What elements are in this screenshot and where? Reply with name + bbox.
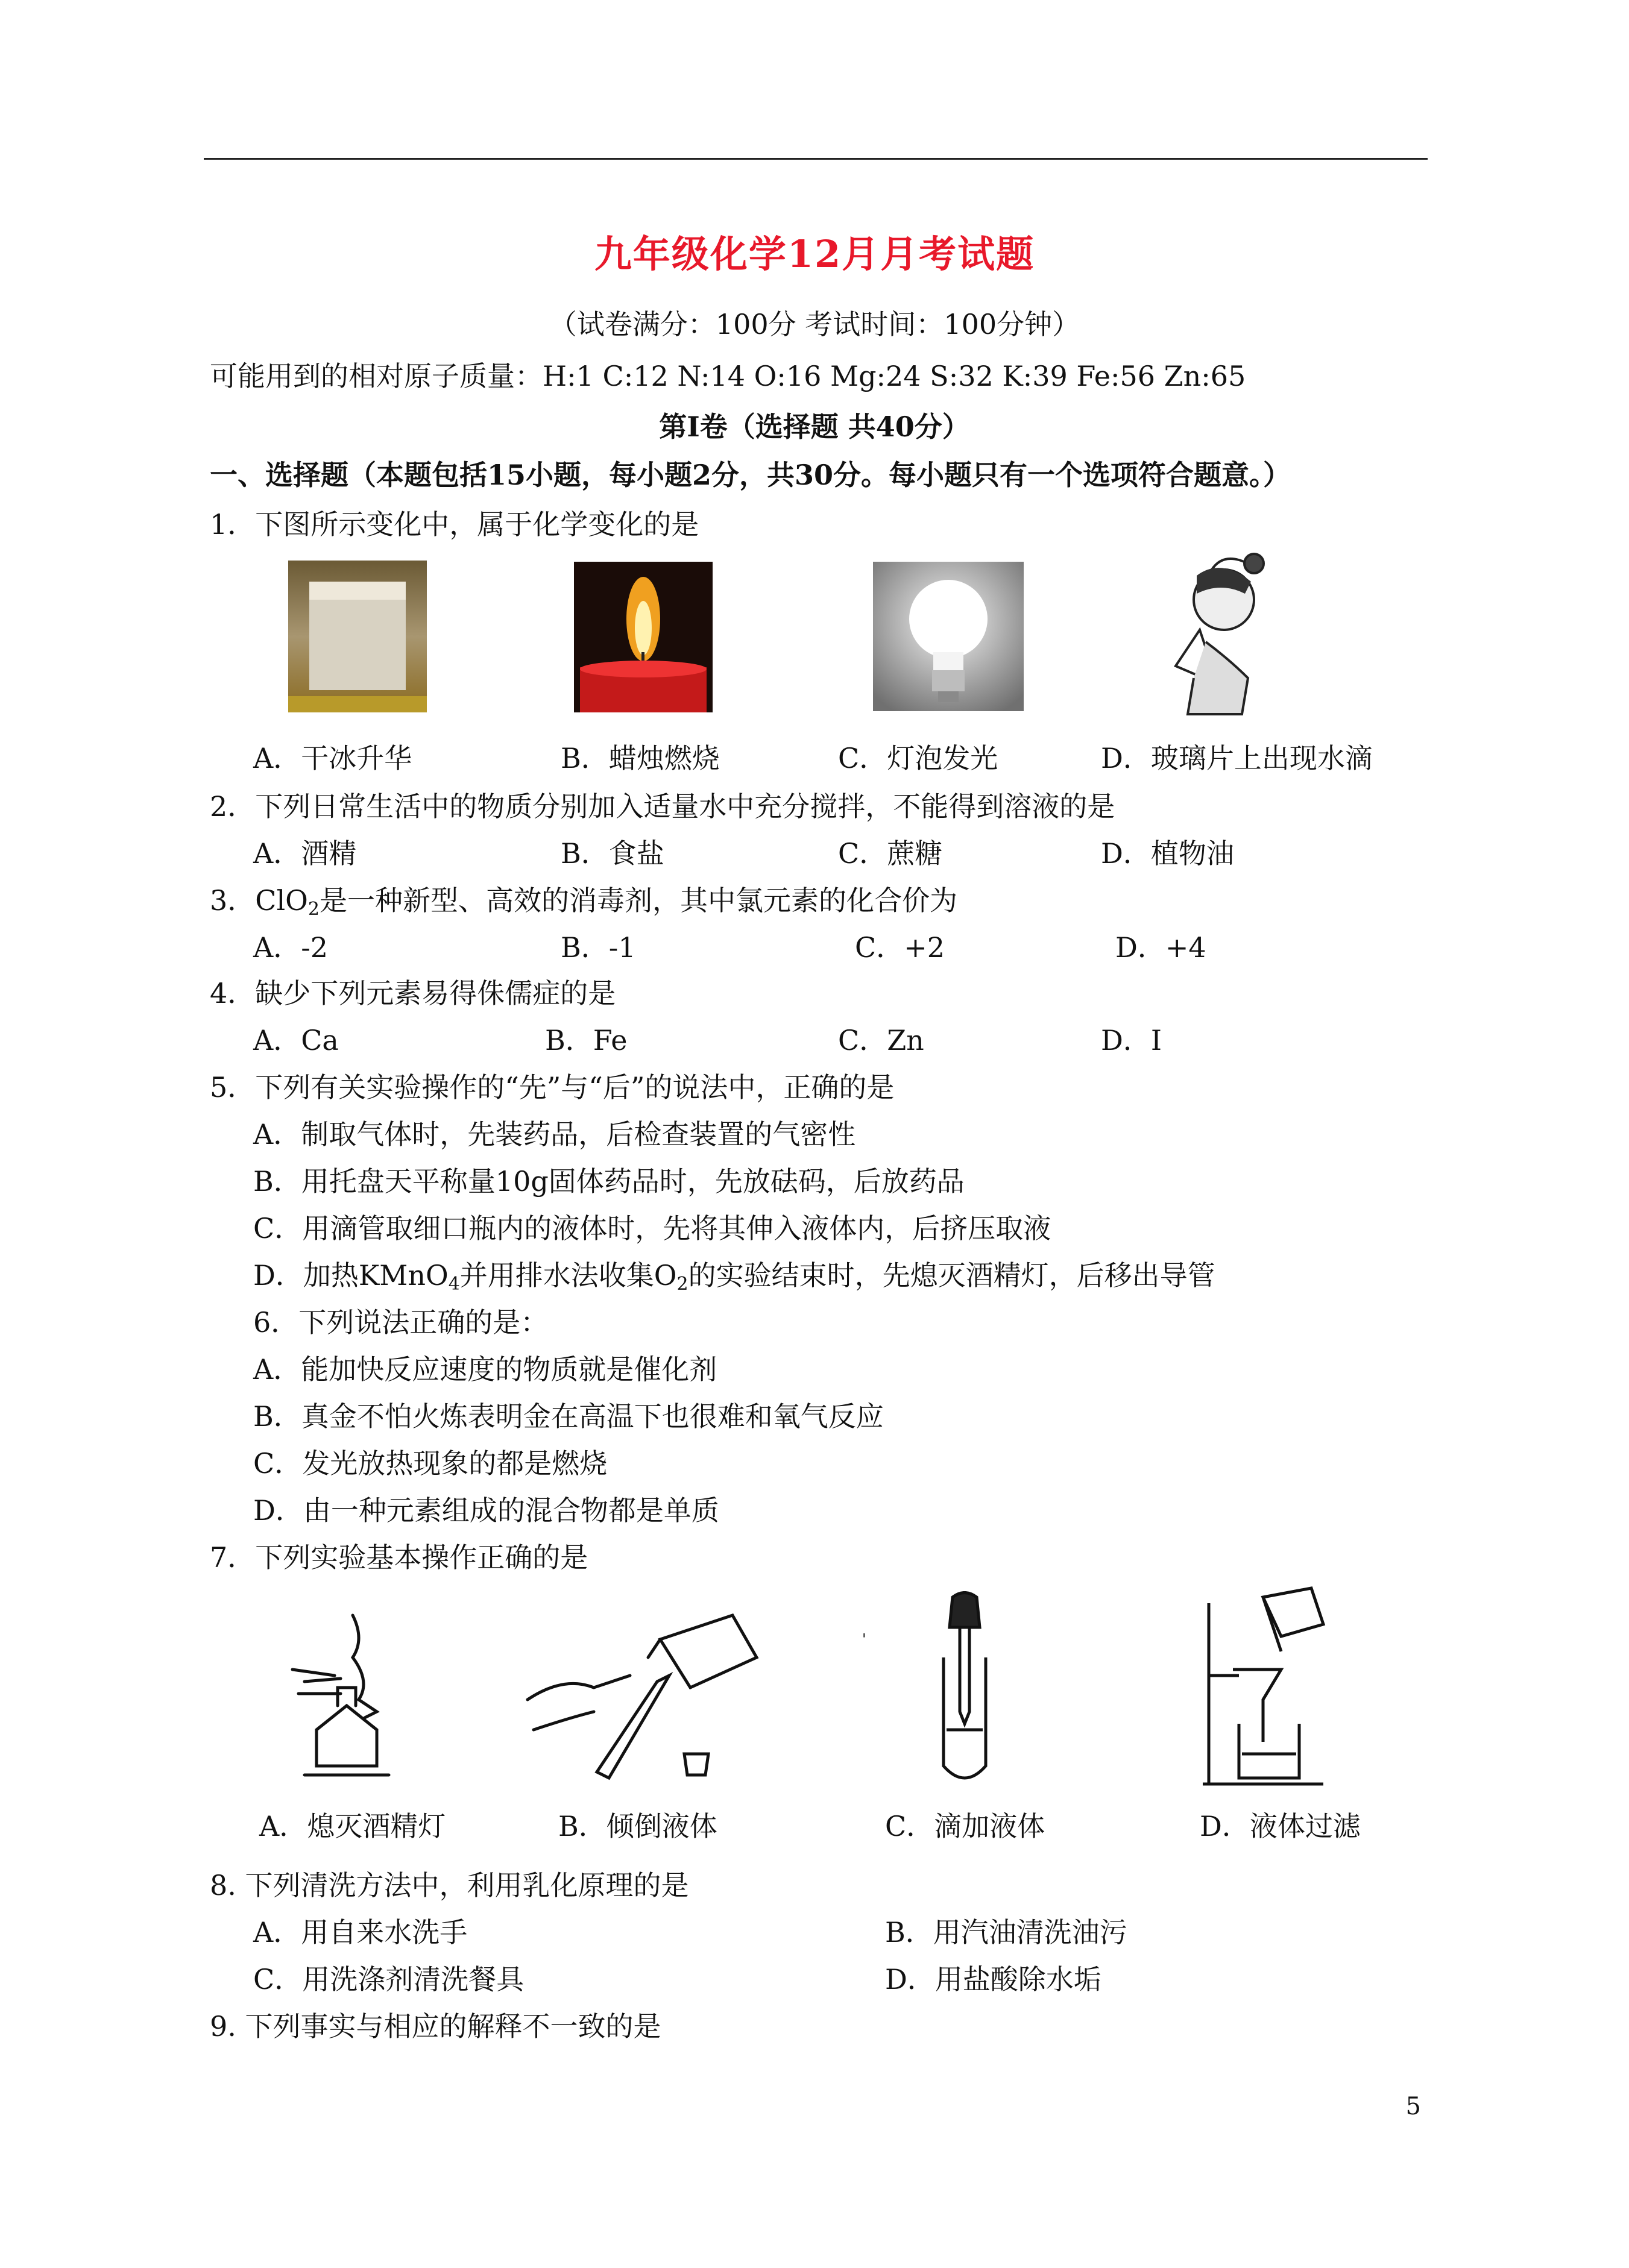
q6-option-c: C．发光放热现象的都是燃烧 [253,1447,608,1480]
q5-option-d: D．加热KMnO$_4$并用排水法收集$O_2$的实验结束时，先熄灭酒精灯，后移出导管 [253,1259,1215,1295]
q5-option-b: B．用托盘天平称量10g固体药品时，先放砝码，后放药品 [253,1165,965,1198]
q3-option-c: C．+2 [855,931,945,964]
part-title: 第Ⅰ卷（选择题 共40分） [659,410,970,443]
q7-option-c: C．滴加液体 [885,1810,1045,1842]
page-title: 九年级化学12月月考试题 [594,232,1035,276]
q8-option-c: C．用洗涤剂清洗餐具 [253,1963,525,1996]
q8-option-a: A．用自来水洗手 [253,1916,468,1949]
q4-option-d: D．I [1101,1024,1162,1057]
q7-option-d: D．液体过滤 [1200,1810,1361,1842]
extinguish-lamp-image [268,1609,431,1790]
header-rule [204,158,1428,160]
q6-option-b: B．真金不怕火炼表明金在高温下也很难和氧气反应 [253,1400,884,1433]
q3-option-d: D．+4 [1115,931,1206,964]
exam-info: （试卷满分：100分 考试时间：100分钟） [549,308,1080,341]
q7-option-a: A．熄灭酒精灯 [259,1810,446,1842]
question-7-stem: 7．下列实验基本操作正确的是 [210,1541,588,1574]
question-1-stem: 1．下图所示变化中，属于化学变化的是 [210,508,699,541]
q1-option-a: A．干冰升华 [253,742,412,774]
q1-option-d: D．玻璃片上出现水滴 [1101,742,1373,774]
atomic-masses: 可能用到的相对原子质量：H:1 C:12 N:14 O:16 Mg:24 S:32 K:39 Fe:56 Zn:65 [210,360,1246,392]
filtration-image [1197,1585,1329,1790]
q1-option-b: B．蜡烛燃烧 [561,742,720,774]
q2-option-a: A．酒精 [253,837,357,870]
question-2-stem: 2．下列日常生活中的物质分别加入适量水中充分搅拌，不能得到溶液的是 [210,790,1115,823]
q3-option-b: B．-1 [561,931,636,964]
q8-option-d: D．用盐酸除水垢 [885,1963,1101,1996]
q1-option-c: C．灯泡发光 [838,742,998,774]
q2-option-b: B．食盐 [561,837,664,870]
question-8-stem: 8. 下列清洗方法中，利用乳化原理的是 [210,1869,689,1902]
girl-glass-image [1139,551,1296,715]
q6-option-a: A．能加快反应速度的物质就是催化剂 [253,1353,717,1386]
question-3-stem: 3．ClO$_2$是一种新型、高效的消毒剂，其中氯元素的化合价为 [210,884,957,920]
q8-option-b: B．用汽油清洗油污 [885,1916,1127,1949]
question-5-stem: 5．下列有关实验操作的“先”与“后”的说法中，正确的是 [210,1071,895,1104]
page-number: 5 [1405,2093,1421,2120]
q7-option-b: B．倾倒液体 [558,1810,717,1842]
pour-liquid-image [521,1603,763,1784]
dry-ice-image [288,561,427,712]
candle-image [574,562,713,712]
q2-option-c: C．蔗糖 [838,837,943,870]
q5-option-c: C．用滴管取细口瓶内的液体时，先将其伸入液体内，后挤压取液 [253,1212,1051,1245]
stray-mark: ' [862,1631,866,1648]
light-bulb-image [873,562,1024,711]
q5-option-a: A．制取气体时，先装药品，后检查装置的气密性 [253,1118,856,1151]
q4-option-c: C．Zn [838,1024,924,1057]
q4-option-b: B．Fe [545,1024,628,1057]
section-instruction: 一、选择题（本题包括15小题，每小题2分，共30分。每小题只有一个选项符合题意。） [210,459,1291,491]
q3-option-a: A．-2 [253,931,329,964]
question-6-stem: 6．下列说法正确的是： [253,1306,549,1339]
dropper-image [922,1591,1007,1790]
question-4-stem: 4．缺少下列元素易得侏儒症的是 [210,977,616,1010]
q2-option-d: D．植物油 [1101,837,1234,870]
q4-option-a: A．Ca [253,1024,339,1057]
question-9-stem: 9. 下列事实与相应的解释不一致的是 [210,2010,661,2043]
q6-option-d: D．由一种元素组成的混合物都是单质 [253,1494,719,1527]
